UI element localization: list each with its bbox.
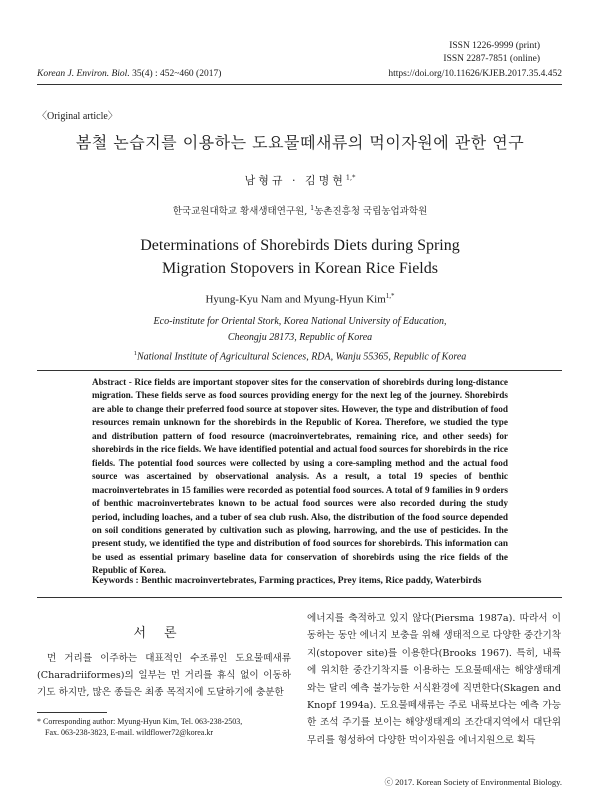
english-title-line1: Determinations of Shorebirds Diets during Spring: [140, 237, 460, 254]
korean-author-names: 남형규 · 김명현: [244, 174, 346, 187]
korean-affiliation: [0, 203, 600, 217]
abstract-text: Abstract - Rice fields are important stopover sites for the conservation of shorebirds during long-distance migration. These fields serve as food sources providing energy for the next leg of the journey. Shorebirds are able to change their preferred food source at stopover sites. However, the type and distribution of food resources remain unknown for the shorebirds in the Republic of Korea. Therefore, we studied the type and distribution pattern of food resource (macroinvertebrates, remaining rice, and other seeds) for shorebirds in the rice fields. We have identified potential and actual food sources for shorebirds in the rice fields. The potential food sources were collected by using a core-sampling method and the actual food source was ascertained by observational analysis. As a result, a total 19 species of benthic macroinvertebrates in 15 families were recorded as potential food sources. A total of 9 families in 9 orders of benthic macroinvertebrates known to be actual food sources were also recorded during the study period, including loaches, and a tuber of sea club rush. Also, the distribution of the food source depended on soil conditions generated by cultivation such as plowing, harrowing, and the use of pesticides. In the present study, we identified the type and distribution of food sources for shorebirds. This information can be used as essential primary baseline data for conservation of shorebirds using the rice fields of the Republic of Korea.: [92, 377, 508, 576]
korean-affil-second: 농촌진흥청 국립농업과학원: [314, 206, 428, 217]
intro-left-column: 먼 거리를 이주하는 대표적인 수조류인 도요물떼새류(Charadriiformes)의 일부는 먼 거리를 휴식 없이 이동하기도 하지만, 많은 종들은 최종 목적지에 도달하기에 충분한: [37, 653, 291, 698]
english-author-names: Hyung-Kyu Nam and Myung-Hyun Kim: [205, 293, 386, 306]
korean-title: 봄철 논습지를 이용하는 도요물떼새류의 먹이자원에 관한 연구: [75, 133, 525, 152]
doi-link[interactable]: https://doi.org/10.11626/KJEB.2017.35.4.452: [388, 69, 562, 79]
issn-print: ISSN 1226-9999 (print): [449, 41, 540, 51]
korean-author-sup: 1,*: [345, 173, 356, 182]
footnote-line1: * Corresponding author: Myung-Hyun Kim, Tel. 063-238-2503,: [37, 717, 243, 726]
copyright: ⓒ 2017. Korean Society of Environmental Biology.: [384, 777, 562, 787]
korean-authors: [0, 172, 600, 188]
english-affil-line1: Eco-institute for Oriental Stork, Korea National University of Education,: [153, 316, 447, 327]
issn-online: ISSN 2287-7851 (online): [443, 54, 540, 64]
abstract-top-divider: [37, 370, 562, 371]
footnote: [37, 716, 242, 738]
korean-affil-sup: 1: [310, 204, 315, 212]
english-author-sup: 1,*: [385, 292, 395, 300]
journal-name: Korean J. Environ. Biol.: [37, 69, 130, 79]
korean-affil-main: 한국교원대학교 황새생태연구원,: [172, 206, 311, 217]
issn-block: [443, 40, 540, 66]
english-affil-line2: Cheongju 28173, Republic of Korea: [227, 332, 373, 343]
english-affil-line3: National Institute of Agricultural Sciences, RDA, Wanju 55365, Republic of Korea: [136, 351, 467, 363]
english-title-line2: Migration Stopovers in Korean Rice Fields: [162, 260, 438, 277]
footnote-line2: Fax. 063-238-3823, E-mail. wildflower72@korea.kr: [45, 728, 213, 737]
section-heading-intro: 서론: [133, 626, 195, 641]
header-divider: [37, 84, 562, 85]
english-authors: [0, 292, 600, 306]
english-title: [0, 234, 600, 280]
journal-volume: 35(4) : 452~460 (2017): [132, 69, 222, 79]
journal-citation: [37, 69, 221, 79]
journal-header: [37, 69, 562, 79]
english-affiliation: [0, 314, 600, 365]
english-affil-sup: 1: [133, 350, 137, 357]
abstract-bottom-divider: [37, 597, 562, 598]
footnote-divider: [37, 712, 107, 713]
article-type: 〈Original article〉: [37, 111, 118, 122]
keywords: Keywords : Benthic macroinvertebrates, Farming practices, Prey items, Rice paddy, Waterbirds: [92, 576, 482, 586]
intro-right-column: 에너지를 축적하고 있지 않다(Piersma 1987a). 따라서 이동하는 동안 에너지 보충을 위해 생태적으로 다양한 중간기착지(stopover site)를 이용한다(Brooks 1967). 특히, 내륙에 위치한 중간기착지를 이용하는 도요물떼새는 해양생태계와는 달리 예측 불가능한 서식환경에 직면한다(Skagen and Knopf 1994a). 도요물떼새류는 주로 내륙보다는 예측 가능한 조석 주기를 보이는 해양생태계의 조간대지역에서 대단위 무리를 형성하여 다양한 먹이자원을 에너지원으로 획득: [307, 613, 561, 746]
english-affil-line3-wrap: [0, 346, 600, 365]
